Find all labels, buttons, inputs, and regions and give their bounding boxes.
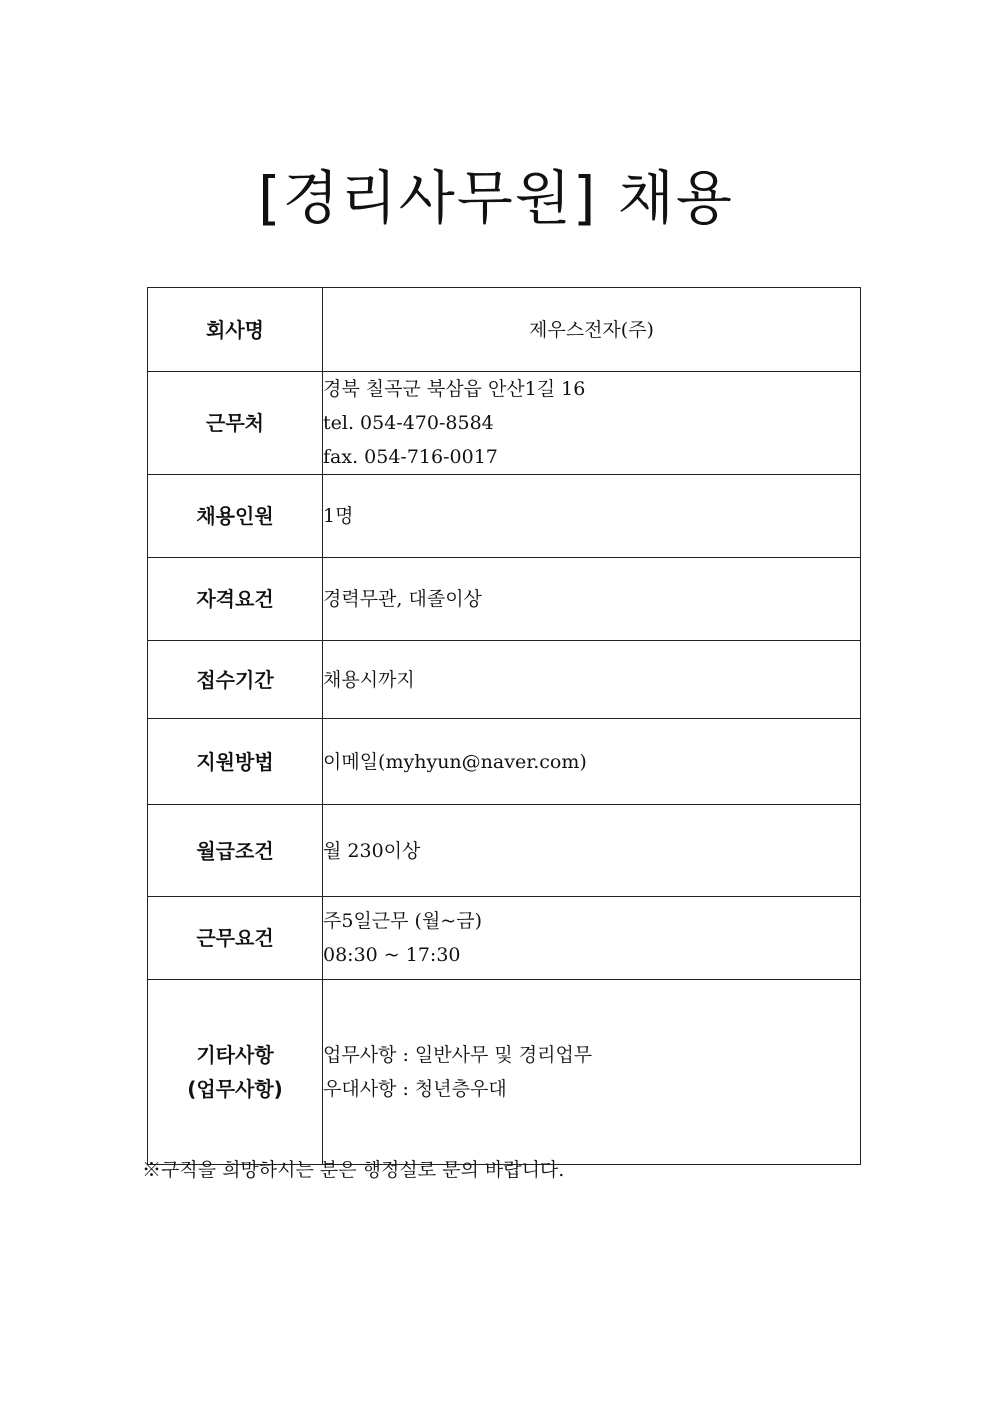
row-label-headcount: 채용인원 [148,475,323,558]
row-value-company [323,288,861,372]
work-days: 주5일근무 (월~금) [323,910,482,932]
row-value-work-conditions [323,897,861,980]
row-value-other [323,980,861,1165]
company-name: 제우스전자(주) [529,318,654,341]
table-row [148,558,861,641]
table-row [148,288,861,372]
row-value-headcount [323,475,861,558]
row-label-qualifications: 자격요건 [148,558,323,641]
workplace-address: 경북 칠곡군 북삼읍 안산1길 16 [323,378,586,400]
page-title: [경리사무원] 채용 [258,164,734,232]
job-info-table [147,287,861,1165]
table-row [148,980,861,1165]
row-label-other [148,980,323,1165]
table-row [148,719,861,805]
other-label-sub: (업무사항) [187,1077,283,1101]
row-label-work-conditions: 근무요건 [148,897,323,980]
row-label-application-method: 지원방법 [148,719,323,805]
workplace-fax: fax. 054-716-0017 [323,446,498,468]
work-hours: 08:30 ~ 17:30 [323,944,461,966]
row-label-salary: 월급조건 [148,805,323,897]
row-label-company: 회사명 [148,288,323,372]
qualifications-value: 경력무관, 대졸이상 [323,588,482,610]
footnote: ※구직을 희망하시는 분은 행정실로 문의 바랍니다. [142,1159,565,1181]
table-row [148,475,861,558]
table-row [148,641,861,719]
row-label-application-period: 접수기간 [148,641,323,719]
other-label-main: 기타사항 [196,1043,274,1067]
headcount-value: 1명 [323,505,354,527]
preferences-value: 우대사항 : 청년층우대 [323,1078,507,1100]
workplace-tel: tel. 054-470-8584 [323,412,494,434]
application-method-value: 이메일(myhyun@naver.com) [323,750,587,773]
row-label-workplace: 근무처 [148,372,323,475]
table-row [148,897,861,980]
table-row [148,372,861,475]
row-value-workplace [323,372,861,475]
duties-value: 업무사항 : 일반사무 및 경리업무 [323,1044,593,1066]
row-value-salary [323,805,861,897]
table-row [148,805,861,897]
salary-value: 월 230이상 [323,839,421,862]
row-value-application-method [323,719,861,805]
row-value-qualifications [323,558,861,641]
application-period-value: 채용시까지 [323,668,415,691]
row-value-application-period [323,641,861,719]
